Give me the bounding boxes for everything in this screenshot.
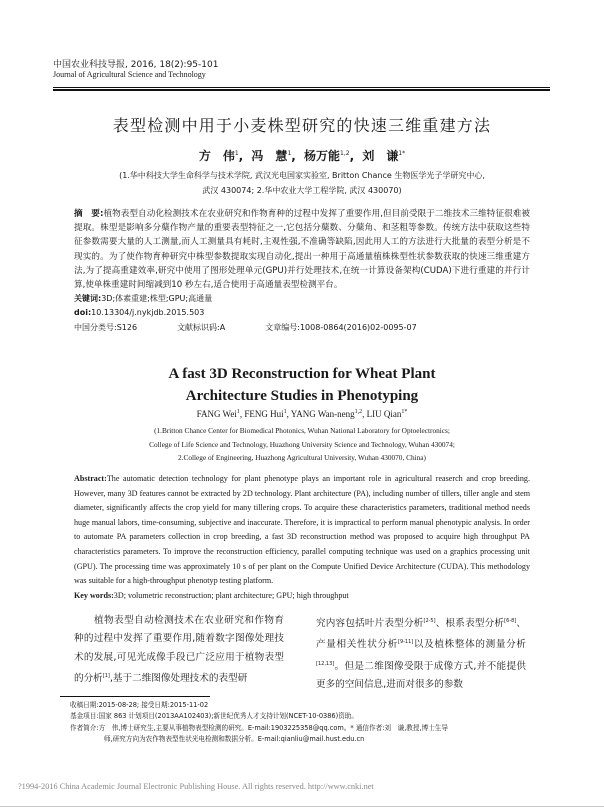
affiliation-cn-line: 武汉 430074; 2.华中农业大学工程学院, 武汉 430070) (202, 186, 402, 195)
citation-ref[interactable]: [12,13] (316, 660, 335, 667)
paper-title-cn: 表型检测中用于小麦株型研究的快速三维重建方法 (112, 116, 492, 135)
footnote-received: 收稿日期:2015-08-28; 接受日期:2015-11-02 (70, 701, 209, 709)
footnote-rule (60, 696, 210, 697)
clc-value: S126 (116, 322, 138, 332)
journal-name-en: Journal of Agricultural Science and Technology (53, 70, 206, 79)
footnote-funding: 基金项目:国家 863 计划项目(2013AA102403);新世纪优秀人才支持计划(NCET-10-0386)资助。 (70, 712, 358, 721)
affiliation-cn-line: (1.华中科技大学生命科学与技术学院, 武汉光电国家实验室, Britton Chance 生物医学光子学研究中心, (119, 171, 485, 180)
page-bottom-border (0, 806, 604, 807)
abstract-en-label: Abstract: (74, 474, 107, 483)
author-en: YANG Wan-neng$^{1,2}$ (290, 409, 363, 419)
doc-code-label: 文献标识码: (177, 322, 220, 332)
citation-ref[interactable]: [6-8] (504, 618, 517, 624)
citation-ref[interactable]: [9-11] (398, 639, 414, 646)
abstract-cn-label: 摘 要: (74, 209, 104, 219)
author-cn: 刘 谦$^{1*}$ (362, 149, 406, 163)
title-en-line: A fast 3D Reconstruction for Wheat Plant (168, 366, 436, 382)
citation-ref[interactable]: [2-5] (423, 618, 436, 624)
classification-line (74, 321, 530, 335)
citation-ref[interactable]: [1] (102, 672, 110, 679)
affiliation-en-line: 2.College of Engineering, Huazhong Agricultural University, Wuhan 430070, China) (178, 453, 426, 462)
author-en: LIU Qian$^{1*}$ (366, 409, 408, 419)
header-rule-thin (53, 87, 550, 88)
footnote-author-intro-cont: 师,研究方向为农作物表型性状光电检测和数据分析。E-mail:qianliu@mail.hust.edu.cn (104, 734, 365, 743)
authors-en: FANG Wei$^1$, FENG Hui$^1$, YANG Wan-neng$^{1,2}$, LIU Qian$^{1*}$ (196, 409, 408, 419)
abstract-en (74, 472, 530, 603)
footnotes (70, 700, 550, 745)
body-column-left: 植物表型自动检测技术在农业研究和作物育种的过程中发挥了重要作用,随着数字图像处理技术的发展,可见光成像手段已广泛应用于植物表型的分析[1],基于二维图像处理技术的表型研 (74, 615, 284, 685)
abstract-cn (74, 207, 530, 335)
affiliation-en (40, 424, 564, 465)
author-en: FENG Hui$^1$ (244, 409, 287, 419)
paper-title-en (0, 363, 604, 407)
abstract-cn-text: 植物表型自动化检测技术在农业研究和作物育种的过程中发挥了重要作用,但目前受限于二维技术三维特征很难被提取。株型是影响多分蘖作物产量的重要表型特征之一,它包括分蘖数、分蘖角、和茎粗等参数。传统方法中获取这些特征参数需要大量的人工测量,而人工测量具有耗时,主观性强,不准确等缺陷,因此用人工的方法进行大批量的表型分析是不现实的。为了使作物育种研究中株型参数提取实现自动化,提出一种用于高通量植株株型性状参数获取的快速三维重建方法,为了提高重建效率,研究中使用了图形处理单元(GPU)并行处理技术,在统一计算设备架构(CUDA)下进行重建的并行计算,使单株重建时间缩减到10 秒左右,适合使用于高通量表型检测平台。 (74, 209, 531, 291)
author-cn: 冯 慧$^1$ (251, 149, 292, 163)
affiliation-en-line: (1.Britton Chance Center for Biomedical Photonics, Wuhan National Laboratory for Optoelectronics; (154, 426, 450, 435)
author-cn: 杨万能$^{1,2}$ (304, 149, 350, 163)
article-no-label: 文章编号: (265, 322, 300, 332)
copyright-notice: ?1994-2016 China Academic Journal Electronic Publishing House. All rights reserved. http://www.cnki.net (18, 782, 374, 791)
article-no-value: 1008-0864(2016)02-0095-07 (299, 322, 417, 332)
authors-cn: 方 伟$^1$, 冯 慧$^1$, 杨万能$^{1,2}$, 刘 谦$^{1*}$ (198, 149, 406, 163)
affiliation-en-line: College of Life Science and Technology, Huazhong University Science and Technology, Wuhan 430074; (149, 439, 455, 449)
doc-code-value: A (219, 322, 226, 332)
abstract-en-text: The automatic detection technology for plant phenotype plays an important role in agricultural reaserch and crop breeding. However, many 3D features cannot be extracted by 2D technology. Plant architecture (PA), including number of tillers, tiller angle and stem diameter, significantly affects the crop yield for many tillering crops. To acquire these characteristics parameters, traditional method needs huge manual labors, time-consuming, subjective and inaccurate. Therefore, it is impractical to perform manual phenotypic analysis. In order to automate PA parameters collection in crop breeding, a fast 3D reconstruction method was proposed to acquire high throughput PA characteristics parameters. To improve the reconstruction efficiency, parallel computing technique was used on a graphics processing unit (GPU). The processing time was approximately 10 s of per plant on the Compute Unified Device Architecture (CUDA). This methodology was suitable for a high-throughput phenotyp testing platform. (74, 474, 530, 586)
doi: doi:10.13304/j.nykjdb.2015.503 (74, 308, 205, 318)
footnote-author-intro: 作者简介:方 伟,博士研究生,主要从事植物表型检测的研究。E-mail:1903225358@qq.com。* 通信作者:刘 谦,教授,博士生导 (70, 723, 448, 732)
header-rule-thick (53, 89, 550, 91)
keywords-cn: 关键词:3D;体素重建;株型;GPU;高通量 (74, 294, 213, 304)
journal-citation-cn: 中国农业科技导报, 2016, 18(2):95-101 (53, 60, 219, 70)
keywords-en: Key words:3D; volumetric reconstruction; plant architecture; GPU; high throughput (74, 590, 349, 600)
author-en: FANG Wei$^1$ (196, 409, 240, 419)
title-en-line: Architecture Studies in Phenotyping (185, 388, 419, 404)
affiliation-cn (40, 168, 564, 198)
clc-label: 中国分类号: (74, 322, 117, 332)
author-cn: 方 伟$^1$ (198, 149, 239, 163)
body-column-right: 究内容包括叶片表型分析[2-5]、根系表型分析[6-8]、产量相关性状分析[9-11]以及植株整体的测量分析[12,13]。但是二维图像受限于成像方式,并不能提供更多的空间信息,进而对很多的参数 (316, 618, 527, 691)
